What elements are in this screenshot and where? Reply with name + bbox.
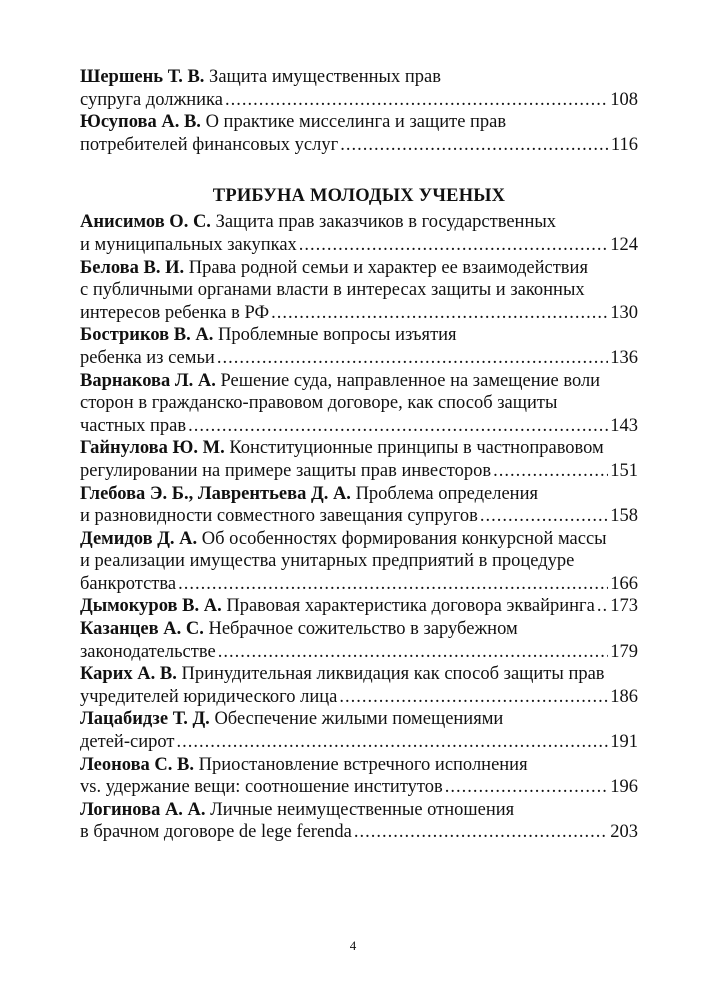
toc-entry-title: супруга должника <box>80 89 223 110</box>
toc-entry-line <box>80 821 638 844</box>
toc-entry <box>80 111 638 156</box>
toc-entry-line <box>80 392 638 415</box>
toc-entry-title: законодательстве <box>80 641 216 662</box>
toc-entry-line <box>80 66 638 89</box>
toc-entry <box>80 66 638 111</box>
toc-entry-title: Конституционные принципы в частноправовом <box>229 438 604 459</box>
toc-entry-line <box>80 302 638 325</box>
toc-entry-page: 196 <box>610 777 638 798</box>
toc-entry-title: Правовая характеристика договора эквайринга <box>226 596 595 617</box>
toc-entry-title: Небрачное сожительство в зарубежном <box>208 619 518 640</box>
toc-entry-title: ребенка из семьи <box>80 347 215 368</box>
toc-entry-line <box>80 415 638 438</box>
dot-leader <box>445 776 609 799</box>
toc-entry <box>80 618 638 663</box>
toc-entry-title: Защита прав заказчиков в государственных <box>215 212 557 233</box>
dot-leader <box>493 460 608 483</box>
toc-entry-line <box>80 437 638 460</box>
dot-leader <box>217 347 608 370</box>
toc-entry <box>80 437 638 482</box>
toc-entry-page: 136 <box>610 347 638 368</box>
toc-entry-line <box>80 799 638 822</box>
toc-entry-title: и разновидности совместного завещания супругов <box>80 506 478 527</box>
toc-entry-author: Казанцев А. С. <box>80 619 204 640</box>
page-number: 4 <box>349 938 357 953</box>
toc-entry <box>80 754 638 799</box>
toc-entry-line <box>80 663 638 686</box>
toc-entry-page: 203 <box>610 822 638 843</box>
toc-entry-page: 116 <box>610 134 638 155</box>
toc-entry-line <box>80 134 638 157</box>
toc-entry-line <box>80 279 638 302</box>
toc-entry-author: Варнакова Л. А. <box>80 370 216 391</box>
toc-entry-line <box>80 708 638 731</box>
toc-entry-title: Приостановление встречного исполнения <box>198 754 528 775</box>
toc-entry-line <box>80 686 638 709</box>
toc-entry-title: Принудительная ликвидация как способ защиты прав <box>181 664 605 685</box>
toc-entry-page: 191 <box>610 732 638 753</box>
toc-entry-line <box>80 89 638 112</box>
toc-entry-title: Проблема определения <box>355 483 538 504</box>
toc-entry-author: Логинова А. А. <box>80 799 206 820</box>
toc-entry <box>80 528 638 596</box>
toc-entry-title: и реализации имущества унитарных предприятий в процедуре <box>80 551 575 572</box>
dot-leader <box>299 234 608 257</box>
toc-entry-page: 173 <box>610 596 638 617</box>
dot-leader <box>354 821 608 844</box>
toc-entry-author: Лацабидзе Т. Д. <box>80 709 210 730</box>
toc-entry-author: Леонова С. В. <box>80 754 195 775</box>
toc-entry-title: О практике мисселинга и защите прав <box>205 112 507 133</box>
toc-entry-line <box>80 505 638 528</box>
toc-entry-line <box>80 324 638 347</box>
toc-entry-line <box>80 550 638 573</box>
toc-entry-title: Личные неимущественные отношения <box>210 799 515 820</box>
toc-entry-line <box>80 573 638 596</box>
toc-entry <box>80 663 638 708</box>
toc-entry-author: Дымокуров В. А. <box>80 596 222 617</box>
dot-leader <box>188 415 608 438</box>
toc-entry-title: учредителей юридического лица <box>80 686 338 707</box>
toc-entry-title: регулировании на примере защиты прав инвесторов <box>80 460 492 481</box>
toc-entry-line <box>80 211 638 234</box>
toc-entry-author: Демидов Д. А. <box>80 528 198 549</box>
toc-entry-page: 158 <box>610 506 638 527</box>
toc-entry-line <box>80 641 638 664</box>
toc-entry <box>80 211 638 256</box>
toc-entry-author: Шершень Т. В. <box>80 67 205 87</box>
dot-leader <box>339 686 608 709</box>
toc-entry <box>80 257 638 325</box>
dot-leader <box>178 573 608 596</box>
toc-entry-line <box>80 370 638 393</box>
toc-entry-title: детей-сирот <box>80 732 175 753</box>
toc-entry-title: Защита имущественных прав <box>209 67 441 87</box>
toc-entry-title: Об особенностях формирования конкурсной массы <box>201 528 607 549</box>
toc-entry-author: Юсупова А. В. <box>80 112 201 133</box>
toc-entry-line <box>80 731 638 754</box>
dot-leader <box>271 302 608 325</box>
dot-leader <box>218 641 609 664</box>
toc-entry-title: потребителей финансовых услуг <box>80 134 339 155</box>
toc-group-section <box>80 211 638 844</box>
toc-entry <box>80 799 638 844</box>
toc-entry <box>80 370 638 438</box>
toc-entry <box>80 708 638 753</box>
toc-entry-title: сторон в гражданско-правовом договоре, как способ защиты <box>80 393 558 414</box>
toc-entry-title: с публичными органами власти в интересах защиты и законных <box>80 280 585 301</box>
toc-entry-line <box>80 347 638 370</box>
toc-entry-line <box>80 111 638 134</box>
table-of-contents <box>80 66 638 844</box>
toc-entry-author: Анисимов О. С. <box>80 212 211 233</box>
toc-entry-title: Решение суда, направленное на замещение воли <box>220 370 601 391</box>
toc-entry-title: интересов ребенка в РФ <box>80 302 270 323</box>
dot-leader <box>176 731 608 754</box>
toc-entry <box>80 324 638 369</box>
toc-entry-page: 166 <box>610 573 638 594</box>
toc-entry-title: банкротства <box>80 573 177 594</box>
toc-entry-author: Гайнулова Ю. М. <box>80 438 225 459</box>
toc-entry-author: Глебова Э. Б., Лаврентьева Д. А. <box>80 483 351 504</box>
toc-entry-title: Проблемные вопросы изъятия <box>217 325 457 346</box>
toc-group-before-section <box>80 66 638 156</box>
toc-entry-page: 130 <box>610 302 638 323</box>
toc-entry-title: частных прав <box>80 415 187 436</box>
toc-entry-line <box>80 483 638 506</box>
toc-entry-title: Права родной семьи и характер ее взаимодействия <box>188 257 588 278</box>
toc-entry <box>80 595 638 618</box>
toc-entry-title: vs. удержание вещи: соотношение институтов <box>80 777 443 798</box>
dot-leader <box>597 595 608 618</box>
toc-entry-line <box>80 257 638 280</box>
toc-entry <box>80 483 638 528</box>
toc-entry-author: Бостриков В. А. <box>80 325 214 346</box>
toc-entry-title: Обеспечение жилыми помещениями <box>214 709 504 730</box>
toc-entry-line <box>80 460 638 483</box>
toc-entry-line <box>80 618 638 641</box>
dot-leader <box>480 505 608 528</box>
toc-entry-title: и муниципальных закупках <box>80 234 297 255</box>
toc-entry-title: в брачном договоре de lege ferenda <box>80 822 352 843</box>
toc-entry-author: Карих А. В. <box>80 664 177 685</box>
toc-entry-line <box>80 754 638 777</box>
toc-entry-page: 143 <box>610 415 638 436</box>
toc-entry-page: 186 <box>610 686 638 707</box>
toc-entry-line <box>80 234 638 257</box>
dot-leader <box>340 134 609 157</box>
toc-entry-page: 179 <box>610 641 638 662</box>
toc-entry-page: 108 <box>610 89 638 110</box>
section-title: ТРИБУНА МОЛОДЫХ УЧЕНЫХ <box>212 186 506 207</box>
dot-leader <box>225 89 608 112</box>
toc-entry-line <box>80 528 638 551</box>
toc-entry-page: 124 <box>610 234 638 255</box>
toc-entry-page: 151 <box>610 460 638 481</box>
toc-entry-line <box>80 776 638 799</box>
toc-entry-author: Белова В. И. <box>80 257 185 278</box>
toc-entry-line <box>80 595 638 618</box>
